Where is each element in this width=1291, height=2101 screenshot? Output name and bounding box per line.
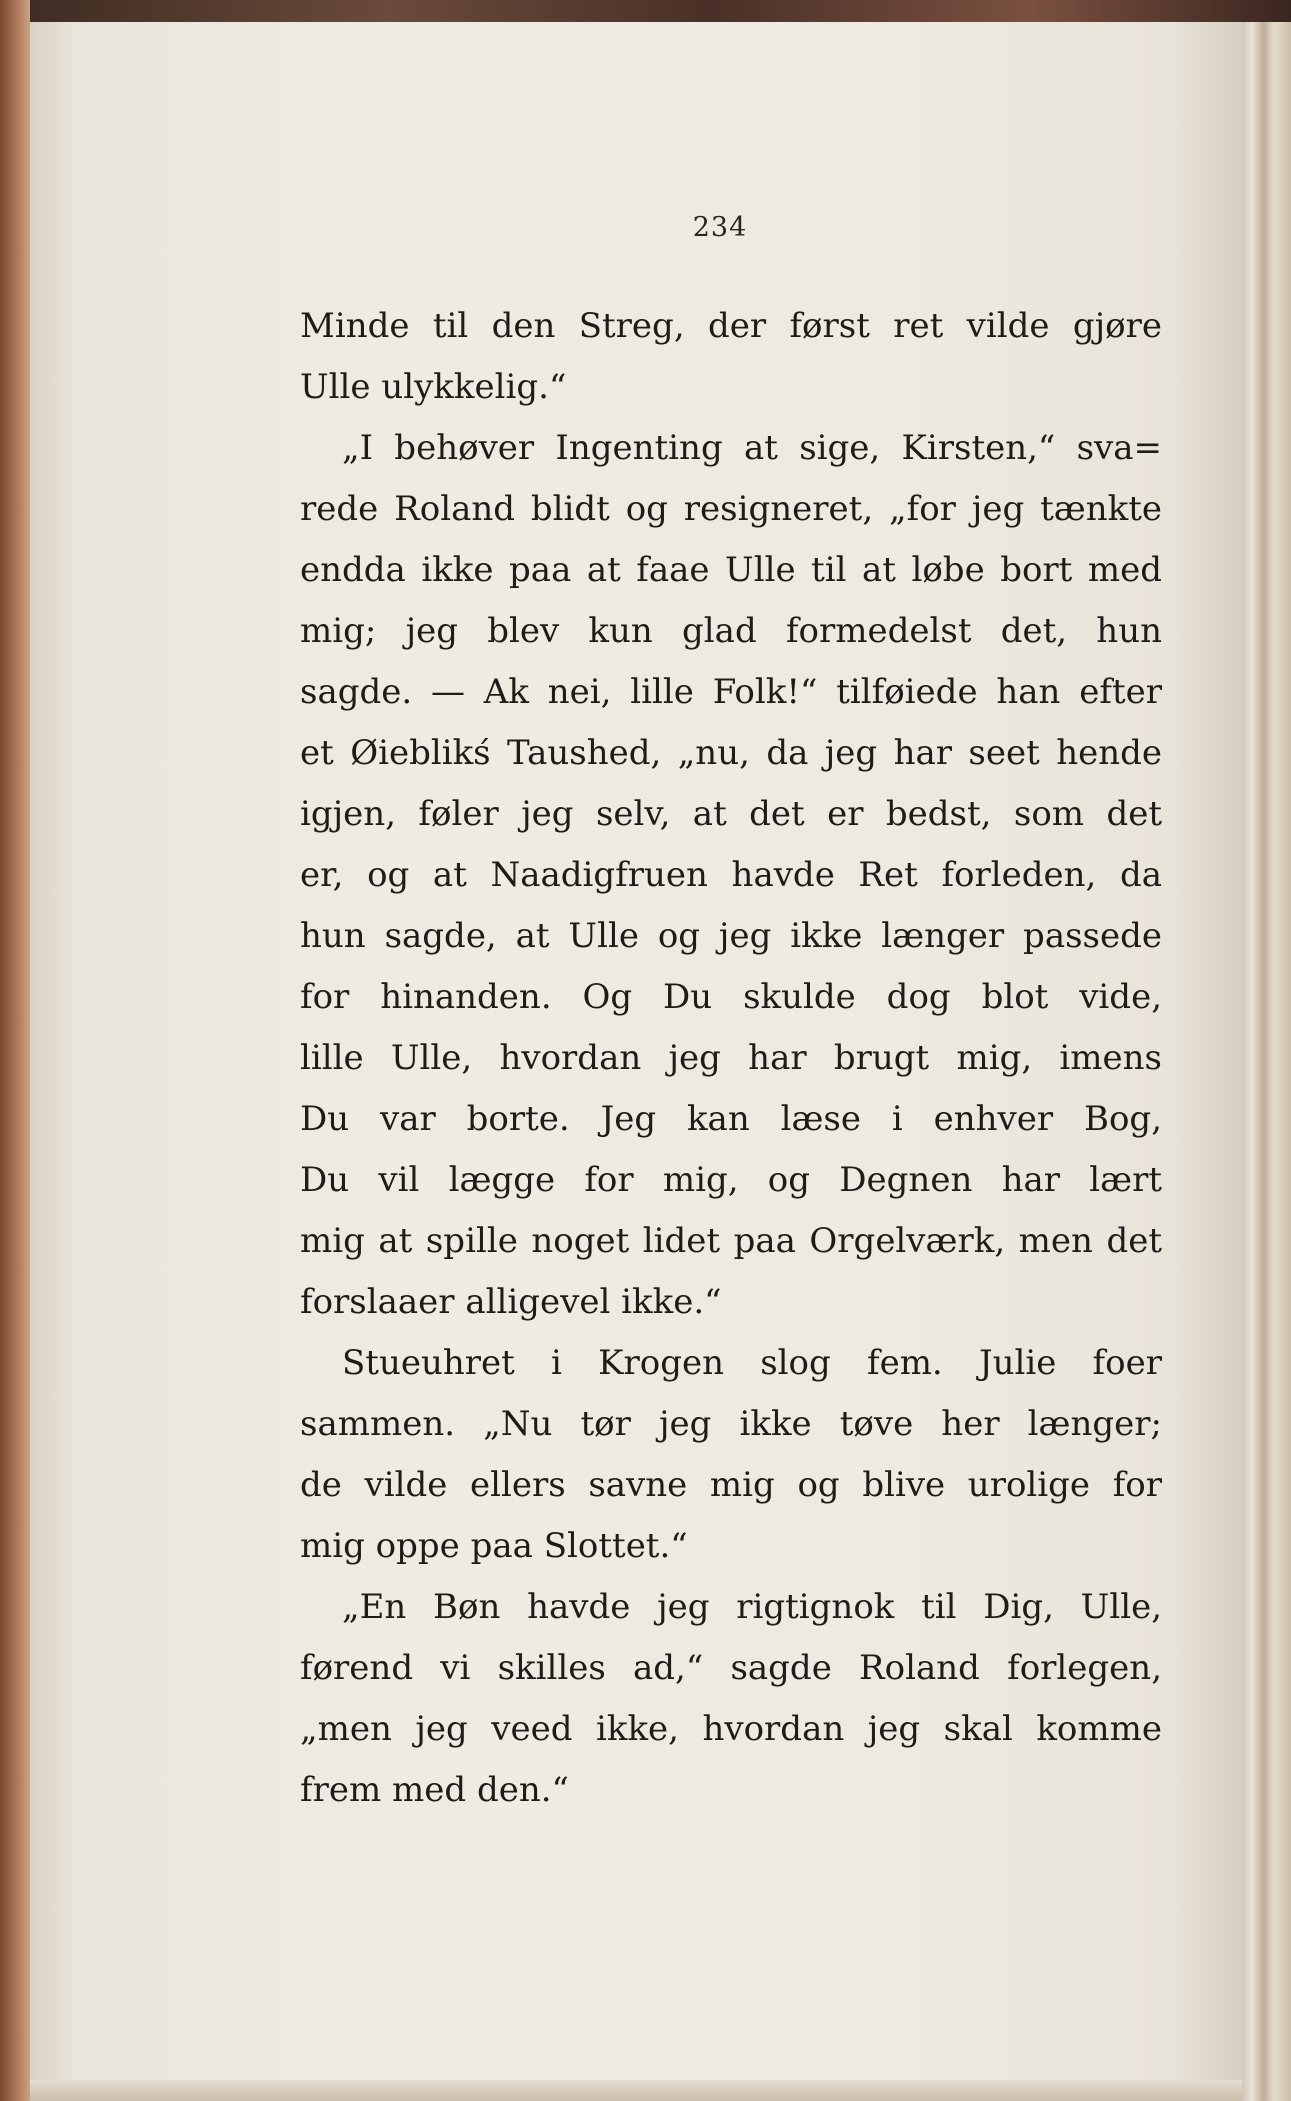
text-line: frem med den.“ [300,1770,569,1810]
page-edges [1242,22,1291,2101]
text-line: de vilde ellers savne mig og blive urolige for [300,1465,1162,1505]
text-line: Stueuhret i Krogen slog fem. Julie foer [342,1343,1162,1383]
text-line: førend vi skilles ad,“ sagde Roland forlegen, [300,1648,1162,1688]
book-binding-top [0,0,1291,22]
book-spine [0,0,30,2101]
text-line: er, og at Naadigfruen havde Ret forleden, da [300,855,1162,895]
text-line: sammen. „Nu tør jeg ikke tøve her længer; [300,1404,1162,1444]
text-line: „I behøver Ingenting at sige, Kirsten,“ sva= [342,428,1162,468]
text-line: Minde til den Streg, der først ret vilde gjøre [300,306,1162,346]
text-line: hun sagde, at Ulle og jeg ikke længer passede [300,916,1162,956]
text-line: mig at spille noget lidet paa Orgelværk, men det [300,1221,1162,1261]
text-line: sagde. — Ak nei, lille Folk!“ tilføiede han efter [300,672,1162,712]
text-line: Du vil lægge for mig, og Degnen har lært [300,1160,1162,1200]
text-line: Ulle ulykkelig.“ [300,367,567,407]
body-text [300,296,1162,1821]
text-line: et Øieblikś Taushed, „nu, da jeg har seet hende [300,733,1162,773]
text-line: mig; jeg blev kun glad formedelst det, hun [300,611,1162,651]
text-line: for hinanden. Og Du skulde dog blot vide, [300,977,1162,1017]
page-bottom-edge [30,2080,1242,2101]
text-line: Du var borte. Jeg kan læse i enhver Bog, [300,1099,1162,1139]
text-line: mig oppe paa Slottet.“ [300,1526,688,1566]
text-line: igjen, føler jeg selv, at det er bedst, som det [300,794,1162,834]
text-line: „men jeg veed ikke, hvordan jeg skal komme [300,1709,1162,1749]
page-number: 234 [692,212,748,243]
text-line: rede Roland blidt og resigneret, „for jeg tænkte [300,489,1162,529]
text-line: „En Bøn havde jeg rigtignok til Dig, Ulle, [342,1587,1162,1627]
text-line: endda ikke paa at faae Ulle til at løbe bort med [300,550,1162,590]
text-line: forslaaer alligevel ikke.“ [300,1282,722,1322]
text-line: lille Ulle, hvordan jeg har brugt mig, imens [300,1038,1162,1078]
